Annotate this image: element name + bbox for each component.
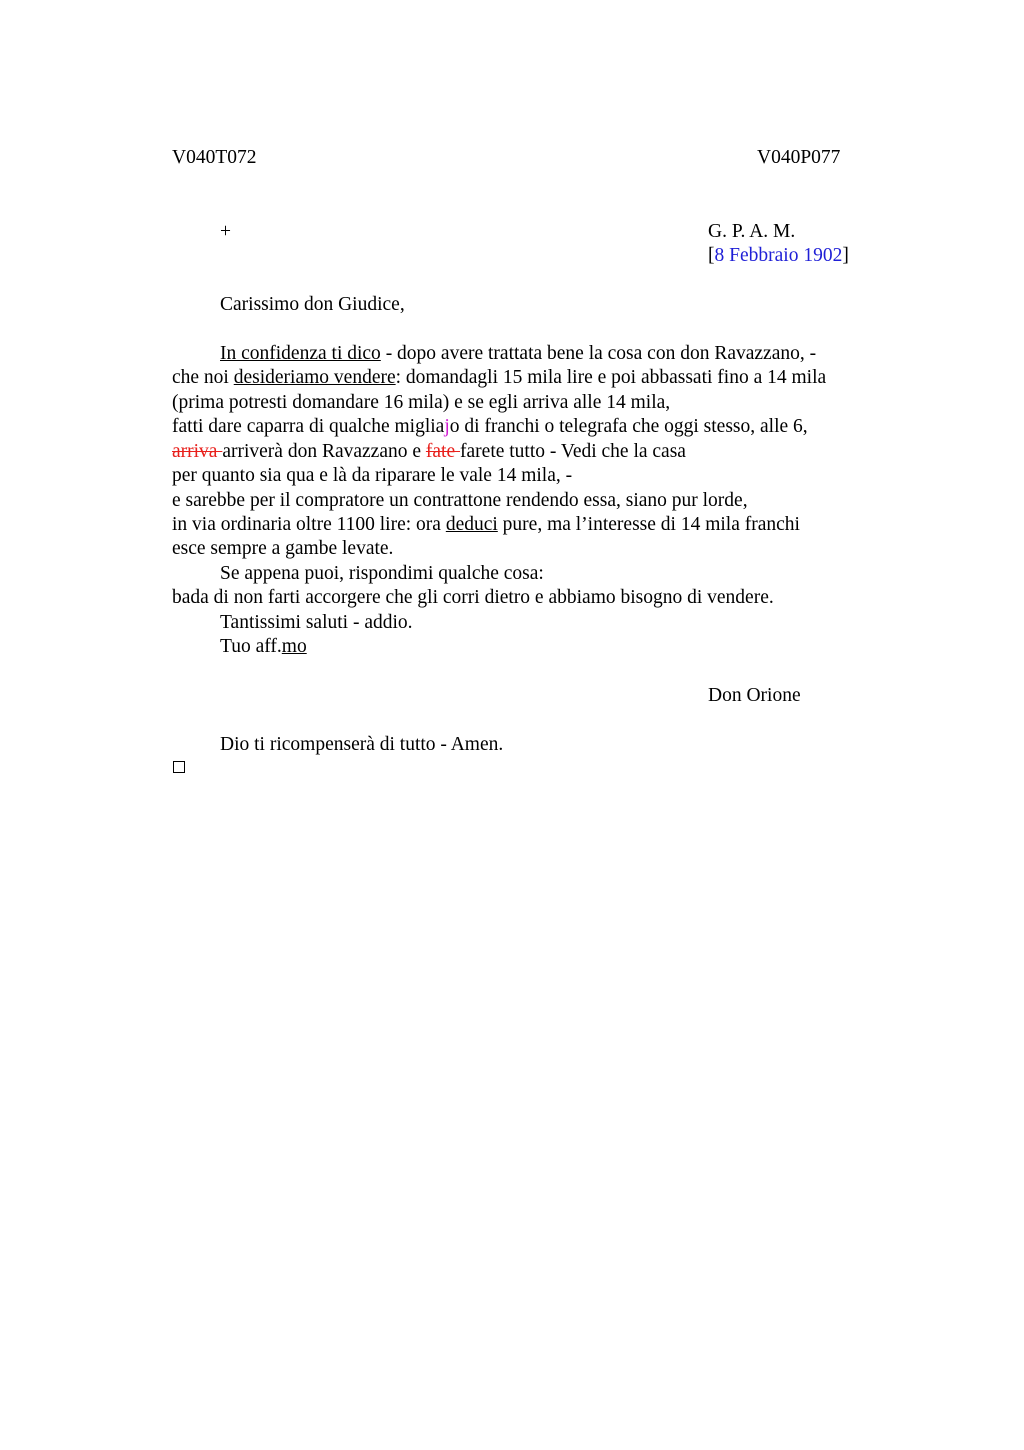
- body-line-7: e sarebbe per il compratore un contrattone rendendo essa, siano pur lorde,: [172, 490, 748, 511]
- closing-affection: [220, 635, 307, 660]
- date-open-bracket: [: [708, 245, 715, 266]
- body-line-1: [220, 342, 816, 367]
- body-text: arriverà don Ravazzano e: [222, 441, 426, 462]
- deleted-word: fate: [425, 441, 461, 462]
- inserted-letter: j: [444, 416, 450, 437]
- body-text: fatti dare caparra di qualche miglia: [172, 416, 445, 437]
- body-line-3: (prima potresti domandare 16 mila) e se egli arriva alle 14 mila,: [172, 392, 671, 413]
- underlined-phrase: In confidenza ti dico: [220, 343, 381, 364]
- deleted-word: arriva: [172, 441, 223, 462]
- underlined-phrase: deduci: [445, 514, 498, 535]
- document-code-left: V040T072: [172, 147, 257, 168]
- body-text: in via ordinaria oltre 1100 lire: ora: [172, 514, 446, 535]
- body-line-9: esce sempre a gambe levate.: [172, 538, 394, 559]
- body-line-2: [172, 366, 826, 391]
- underlined-suffix: mo: [281, 636, 307, 657]
- cross-symbol: +: [220, 221, 231, 242]
- body-text: pure, ma l’interesse di 14 mila franchi: [497, 514, 800, 535]
- postscript: Dio ti ricompenserà di tutto - Amen.: [220, 734, 504, 755]
- closing-greeting: Tantissimi saluti - addio.: [220, 612, 413, 633]
- body-line-11: bada di non farti accorgere che gli corri dietro e abbiamo bisogno di vendere.: [172, 587, 774, 608]
- underlined-phrase: desideriamo vendere: [233, 367, 396, 388]
- body-text: che noi: [172, 367, 234, 388]
- body-text: o di franchi o telegrafa che oggi stesso, alle 6,: [449, 416, 808, 437]
- letter-date: [708, 244, 849, 269]
- document-code-right: V040P077: [757, 147, 841, 168]
- gpam-heading: G. P. A. M.: [708, 221, 796, 242]
- body-line-5: [172, 440, 686, 465]
- end-marker-box: [173, 761, 185, 773]
- salutation: Carissimo don Giudice,: [220, 294, 405, 315]
- body-text: farete tutto - Vedi che la casa: [460, 441, 686, 462]
- body-text: Tuo aff.: [220, 636, 282, 657]
- body-text: : domandagli 15 mila lire e poi abbassati fino a 14 mila: [395, 367, 827, 388]
- date-close-bracket: ]: [842, 245, 849, 266]
- body-line-8: [172, 513, 800, 538]
- body-line-10: Se appena puoi, rispondimi qualche cosa:: [220, 563, 544, 584]
- date-text: 8 Febbraio 1902: [714, 245, 843, 266]
- body-line-6: per quanto sia qua e là da riparare le vale 14 mila, -: [172, 465, 573, 486]
- body-text: - dopo avere trattata bene la cosa con don Ravazzano, -: [380, 343, 817, 364]
- signature: Don Orione: [708, 685, 801, 706]
- body-line-4: [172, 415, 808, 440]
